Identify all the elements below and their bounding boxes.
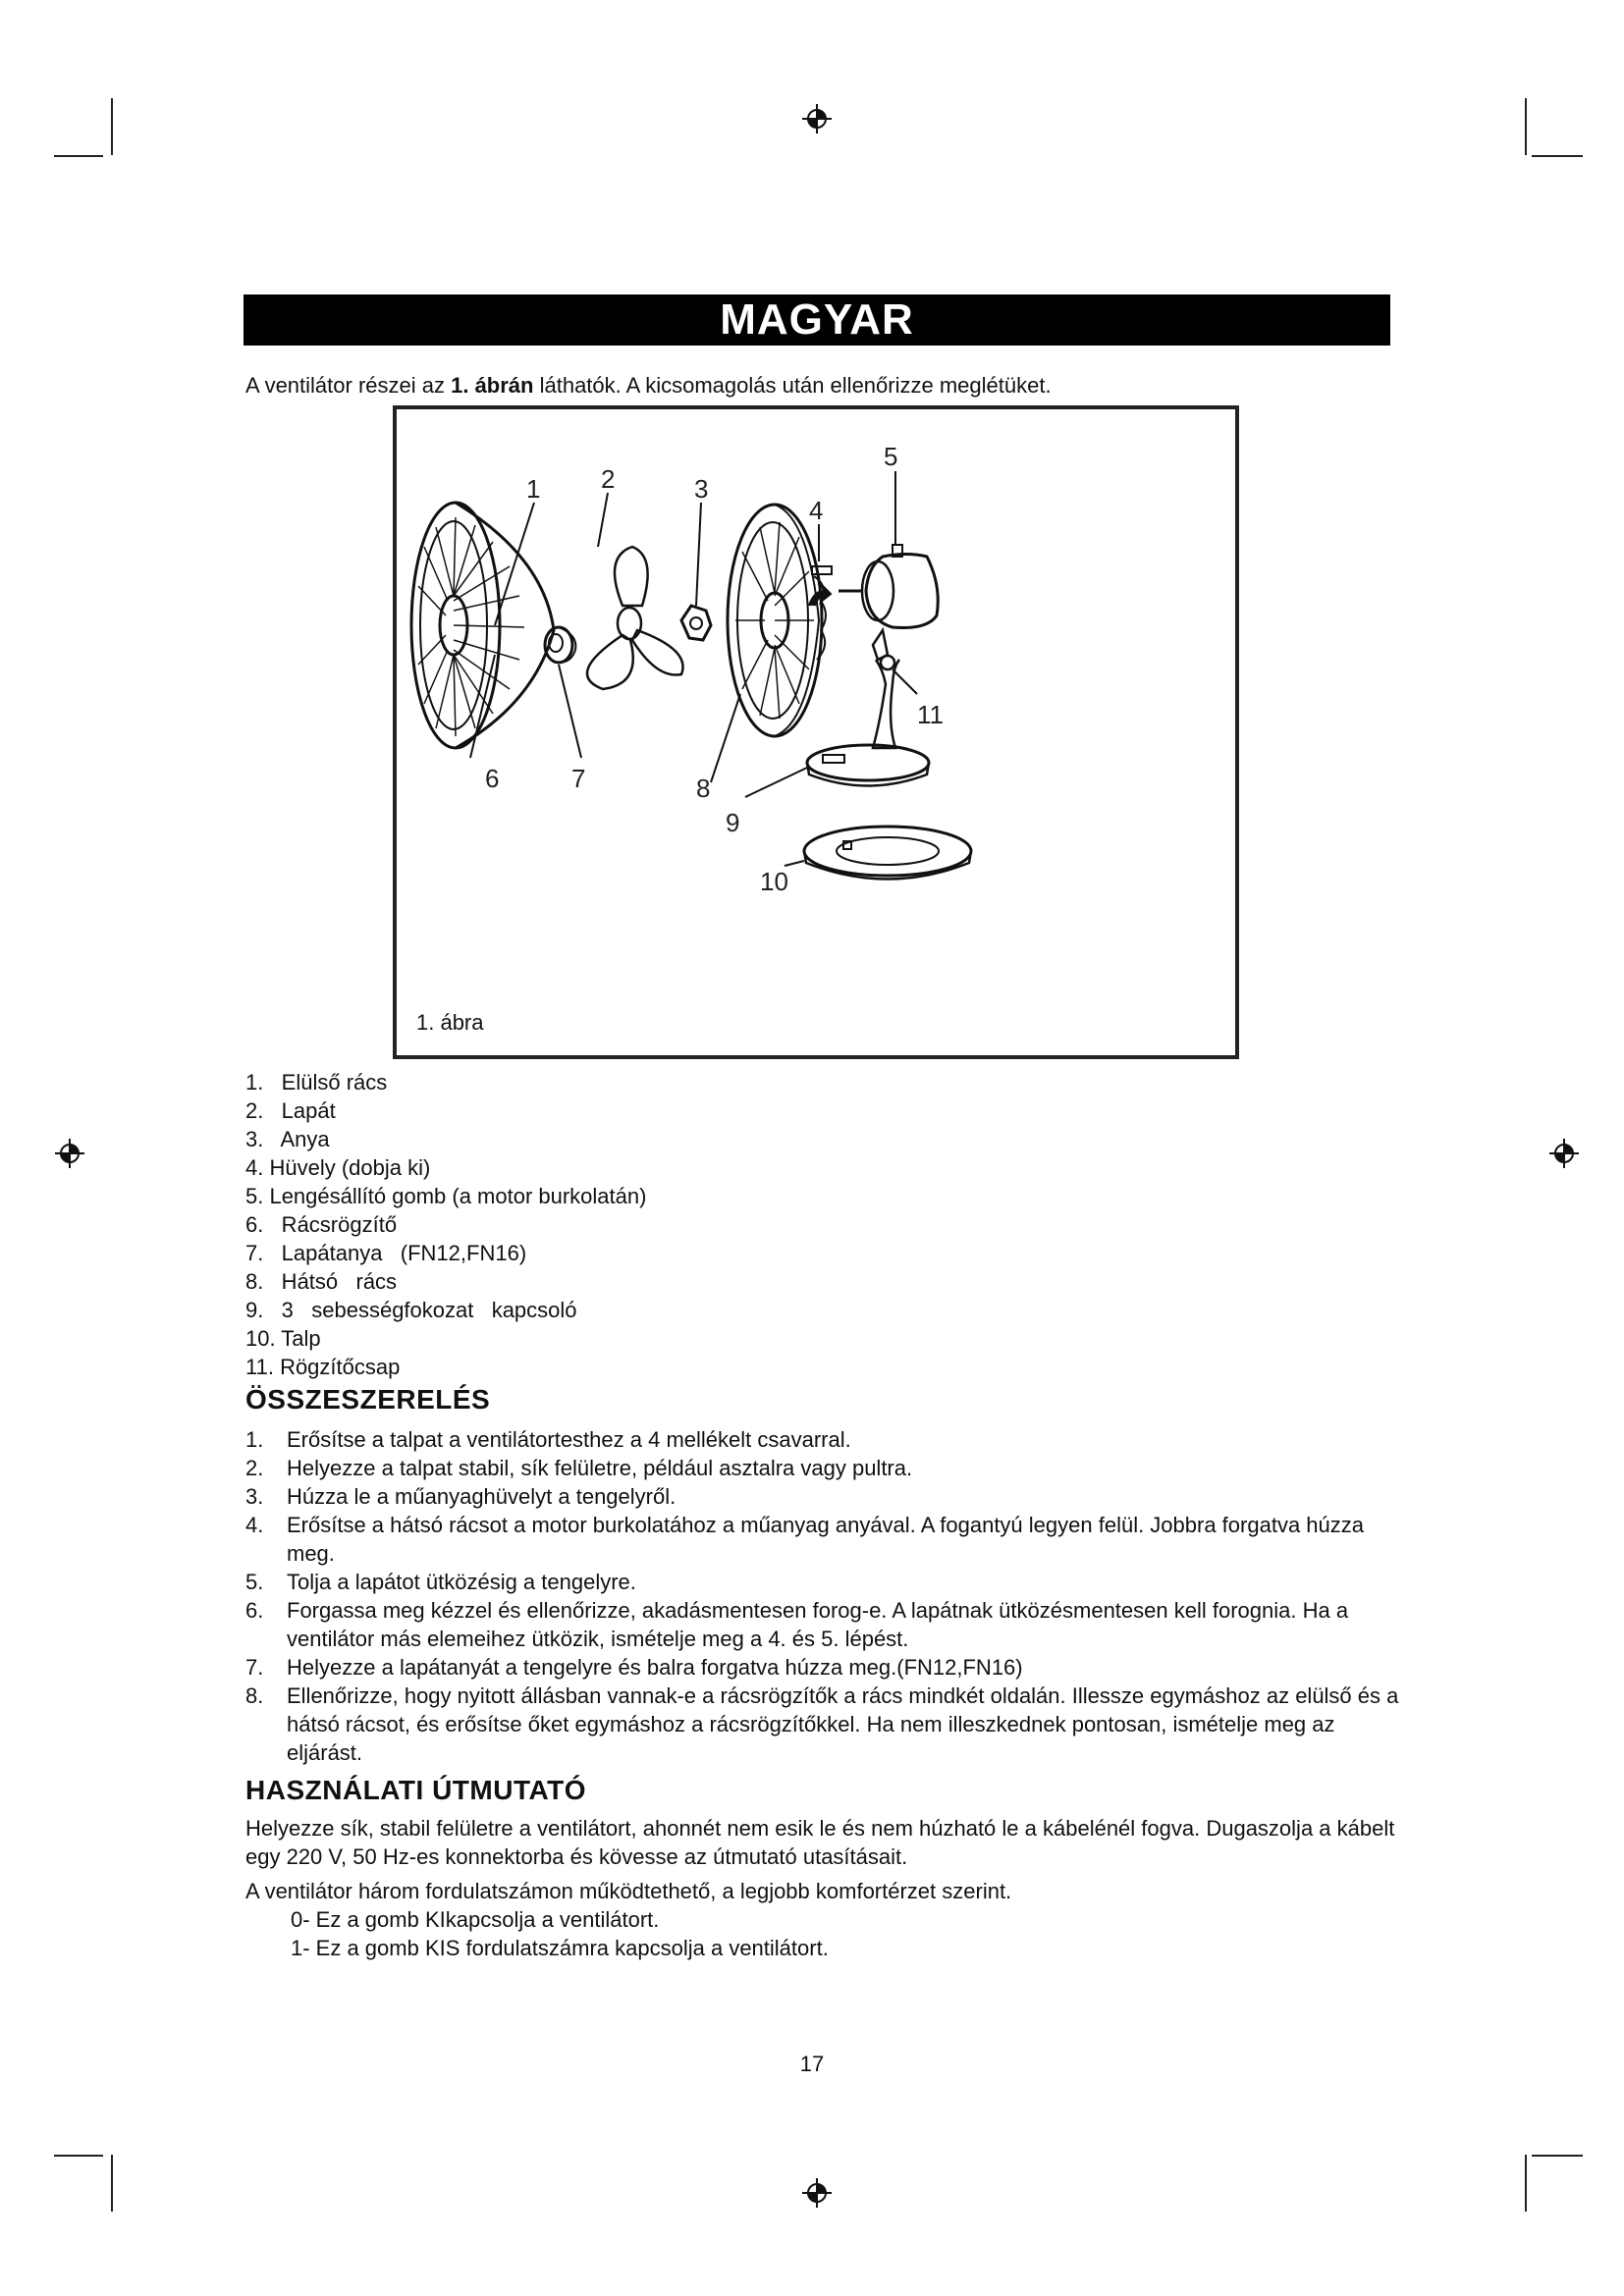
list-item: 8. Ellenőrizze, hogy nyitott állásban vannak-e a rácsrögzítők a rács mindkét oldalán. Illessze egymáshoz az elülső és a hátsó rácsot, és erősítse őket egymáshoz a rácsrögzítőkkel. Ha nem illeszkednek pontosan, ismételje meg az eljárást. (245, 1683, 1399, 1765)
list-item: 7. Helyezze a lapátanyát a tengelyre és balra forgatva húzza meg.(FN12,FN16) (245, 1655, 1023, 1680)
callout-3: 3 (694, 474, 709, 504)
list-item: 3. Húzza le a műanyaghüvelyt a tengelyről. (245, 1484, 677, 1509)
rear-grille-illustration (728, 505, 826, 736)
callout-2: 2 (601, 464, 616, 494)
base-plate-illustration (804, 827, 971, 880)
list-item: 6. Rácsrögzítő (245, 1212, 398, 1237)
usage-paragraph: A ventilátor három fordulatszámon működtethető, a legjobb komfortérzet szerint. (245, 1879, 1012, 1903)
assembly-steps (245, 1425, 1399, 1767)
list-item: 8. Hátsó rács (245, 1269, 398, 1294)
speed-option: 0- Ez a gomb KIkapcsolja a ventilátort. (291, 1907, 660, 1932)
nut-illustration (681, 606, 711, 640)
list-item: 5. Tolja a lapátot ütközésig a tengelyre. (245, 1570, 636, 1594)
front-grille-illustration (411, 503, 554, 748)
callout-7: 7 (571, 764, 586, 793)
registration-mark-icon (800, 2176, 834, 2210)
assembly-heading: ÖSSZESZERELÉS (245, 1384, 491, 1415)
callout-4: 4 (809, 496, 824, 525)
list-item: 4. Hüvely (dobja ki) (245, 1155, 431, 1180)
blade-nut-illustration (545, 627, 575, 663)
list-item: 1. Erősítse a talpat a ventilátortesthez a 4 mellékelt csavarral. (245, 1427, 851, 1452)
registration-mark-icon (53, 1137, 86, 1170)
page-number: 17 (799, 2052, 825, 2076)
crop-mark (54, 155, 103, 157)
crop-mark (1532, 155, 1583, 157)
crop-mark (1525, 98, 1527, 155)
callout-11: 11 (917, 700, 944, 729)
motor-housing-illustration (839, 545, 938, 628)
list-item: 6. Forgassa meg kézzel és ellenőrizze, akadásmentesen forog-e. A lapátnak ütközésmentesen kell forognia. Ha a ventilátor más elemeihez ütközik, ismételje meg a 4. és 5. lépést. (245, 1598, 1349, 1651)
registration-mark-icon (1547, 1137, 1581, 1170)
list-item: 3. Anya (245, 1127, 330, 1151)
figure-caption: 1. ábra (416, 1010, 484, 1035)
crop-mark (111, 98, 113, 155)
switch-base-illustration (807, 745, 929, 786)
list-item: 2. Lapát (245, 1098, 336, 1123)
registration-mark-icon (800, 102, 834, 135)
crop-mark (1525, 2155, 1527, 2212)
callout-5: 5 (884, 442, 898, 471)
callout-8: 8 (696, 774, 711, 803)
parts-list (245, 1068, 646, 1381)
crop-mark (54, 2155, 103, 2157)
page-title: MAGYAR (244, 294, 1390, 346)
callout-10: 10 (760, 867, 788, 896)
list-item: 11. Rögzítőcsap (245, 1355, 401, 1379)
usage-paragraph: Helyezze sík, stabil felületre a ventilátort, ahonnét nem esik le és nem húzható le a kábelénél fogva. Dugaszolja a kábelt egy 220 V, 50 Hz-es konnektorba és kövesse az útmutató utasításait. (245, 1816, 1395, 1869)
blade-illustration (587, 547, 683, 689)
list-item: 4. Erősítse a hátsó rácsot a motor burkolatához a műanyag anyával. A fogantyú legyen felül. Jobbra forgatva húzza meg. (245, 1513, 1364, 1566)
list-item: 9. 3 sebességfokozat kapcsoló (245, 1298, 577, 1322)
list-item: 10. Talp (245, 1326, 321, 1351)
callout-6: 6 (485, 764, 500, 793)
list-item: 7. Lapátanya (FN12,FN16) (245, 1241, 527, 1265)
callout-9: 9 (726, 808, 740, 837)
stand-illustration (873, 630, 899, 748)
list-item: 1. Elülső rács (245, 1070, 388, 1095)
crop-mark (111, 2155, 113, 2212)
callout-1: 1 (526, 474, 541, 504)
list-item: 2. Helyezze a talpat stabil, sík felületre, például asztalra vagy pultra. (245, 1456, 913, 1480)
intro-text: A ventilátor részei az 1. ábrán láthatók. A kicsomagolás után ellenőrizze meglétüket. (245, 373, 1052, 398)
fan-exploded-diagram (397, 409, 1235, 1055)
figure-1 (393, 405, 1239, 1059)
speed-option: 1- Ez a gomb KIS fordulatszámra kapcsolja a ventilátort. (291, 1936, 829, 1960)
list-item: 5. Lengésállító gomb (a motor burkolatán) (245, 1184, 647, 1208)
usage-heading: HASZNÁLATI ÚTMUTATÓ (245, 1775, 586, 1805)
crop-mark (1532, 2155, 1583, 2157)
